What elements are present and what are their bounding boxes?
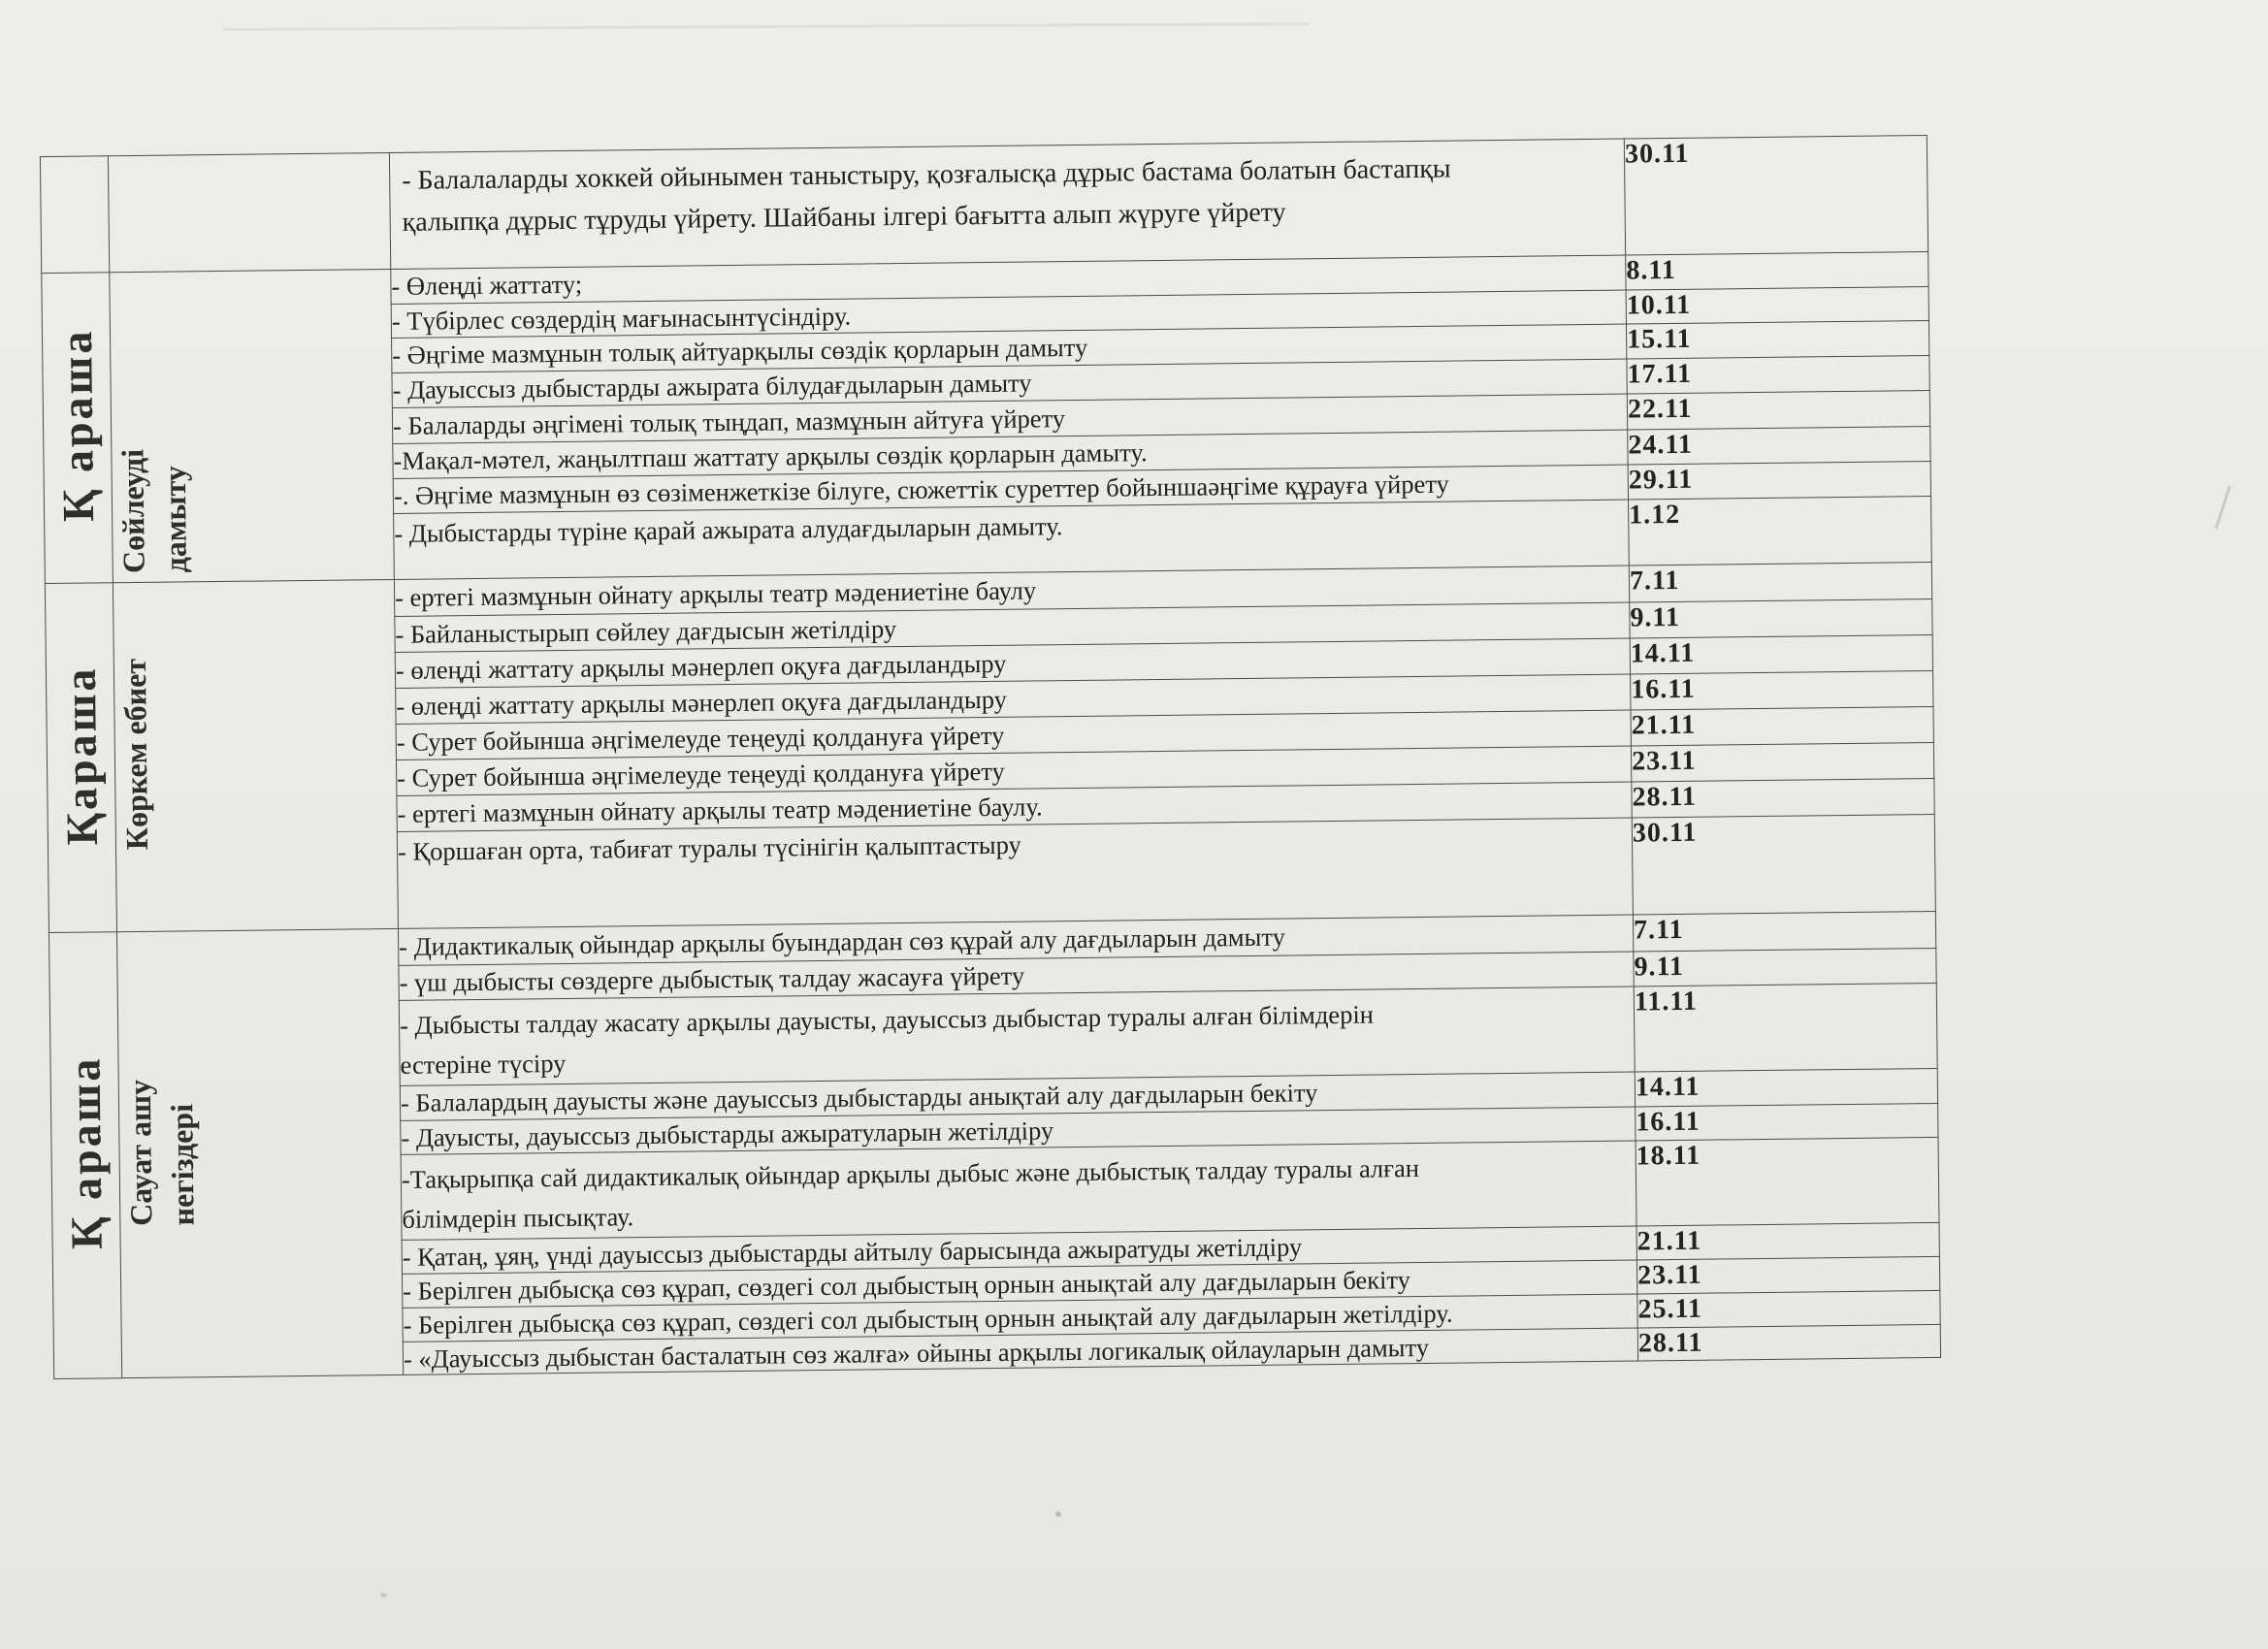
lesson-plan-sheet [40,135,1941,1379]
subject-cell-empty [108,152,390,272]
lesson-text-cell [401,1141,1636,1241]
lesson-text-cell: - Дыбыстарды түріне қарай ажырата алудағдыларын дамыту. [394,500,1630,579]
lesson-date-cell: 18.11 [1636,1138,1939,1227]
lesson-text-cell: - өлеңді жаттату арқылы мәнерлеп оқуға дағдыландыру [396,674,1631,724]
lesson-text-cell: - Балаларды әңгімені толық тыңдап, мазмұнын айтуға үйрету [392,394,1627,443]
lesson-date-cell: 17.11 [1627,355,1929,394]
subject-line: Сауат ашу [121,1079,159,1226]
lesson-date-cell: 14.11 [1635,1069,1937,1108]
lesson-date-cell: 8.11 [1626,252,1928,291]
lesson-date-cell: 23.11 [1631,742,1933,782]
subject-cell [116,928,403,1378]
lesson-date-cell: 15.11 [1626,320,1928,359]
lesson-text-cell: - Қоршаған орта, табиғат туралы түсінігін қалыптастыру [397,818,1633,928]
lesson-text-cell: - Дауыссыз дыбыстарды ажырата білудағдыларын дамыту [392,359,1627,407]
lesson-text-cell: - Байланыстырып сөйлеу дағдысын жетілдіру [395,602,1630,652]
lesson-date-cell: 10.11 [1626,286,1928,324]
lesson-date-cell: 24.11 [1628,426,1930,465]
lesson-text-cell: - өлеңді жаттату арқылы мәнерлеп оқуға дағдыландыру [395,638,1630,688]
lesson-date-cell: 1.12 [1629,496,1932,566]
month-cell [45,583,116,933]
subject-label [114,659,158,851]
lesson-text-cell: - ертегі мазмұнын ойнату арқылы театр мәдениетіне баулу [394,566,1629,616]
lesson-text: - Балалаларды хоккей ойынымен таныстыру, қозғалысқа дұрыс бастама болатын бастапқы қалыпқа дұрыс тұруды үйрету. Шайбаны ілгері бағытта алып жүруге үйрету [402,153,1451,239]
lesson-date-cell: 7.11 [1633,911,1935,952]
subject-label [112,448,197,573]
subject-line: Көркем ебиет [116,659,155,851]
lesson-date-cell: 22.11 [1627,390,1929,430]
month-cell [42,273,113,584]
subject-cell [110,269,395,582]
lesson-text-cell: - Берілген дыбысқа сөз құрап, сөздегі сол дыбыстың орнын анықтай алу дағдыларын жетілдіру. [403,1294,1637,1342]
lesson-text-cell: - Қатаң, ұяң, үнді дауыссыз дыбыстарды айтылу барысында ажыратуды жетілдіру [402,1226,1636,1274]
lesson-text-cell [399,986,1635,1086]
lesson-text-cell: - үш дыбысты сөздерге дыбыстық талдау жасауға үйрету [399,952,1634,1000]
lesson-date-cell: 21.11 [1636,1223,1939,1261]
lesson-text-cell: - ертегі мазмұнын ойнату арқылы театр мәдениетіне баулу. [397,782,1632,831]
lesson-text-cell: - Берілген дыбысқа сөз құрап, сөздегі сол дыбыстың орнын анықтай алу дағдыларын бекіту [403,1260,1637,1308]
lesson-text-cell: -. Әңгіме мазмұнын өз сөзіменжеткізе білуге, сюжеттік суреттер бойыншаәңгіме құрауға үйрету [393,465,1628,513]
scan-artifact [223,22,1310,31]
lesson-date-cell: 30.11 [1632,814,1935,915]
scan-artifact [2215,486,2231,530]
month-cell-empty [40,156,109,274]
lesson-text-cell: - Сурет бойынша әңгімелеуде теңеуді қолдануға үйрету [396,746,1631,795]
lesson-text-cell: - Сурет бойынша әңгімелеуде теңеуді қолдануға үйрету [396,710,1631,760]
lesson-date-cell: 23.11 [1636,1257,1939,1295]
lesson-date-cell: 30.11 [1624,136,1928,256]
lesson-date-cell: 9.11 [1630,598,1932,638]
lesson-date-cell: 29.11 [1628,461,1930,500]
lesson-text-cell: - Балалардың дауысты және дауыссыз дыбыстарды анықтай алу дағдыларын бекіту [400,1072,1635,1120]
lesson-text-cell: - Дидактикалық ойындар арқылы буындардан сөз құрай алу дағдыларын дамыту [398,915,1633,965]
lesson-date-cell: 28.11 [1637,1325,1940,1362]
lesson-text: - Дыбысты талдау жасату арқылы дауысты, дауыссыз дыбыстар туралы алған білімдерін естеріне түсіру [399,999,1375,1080]
lesson-date-cell: 14.11 [1630,634,1932,674]
lesson-date-cell: 21.11 [1631,706,1933,746]
month-label: Қараша [54,664,107,846]
month-label: Қ араша [59,1055,112,1250]
lesson-text-cell: - «Дауыссыз дыбыстан басталатын сөз жалға» ойыны арқылы логикалық ойлауларын дамыту [403,1328,1637,1374]
lesson-text-cell: - Өлеңді жаттату; [391,255,1626,304]
lesson-text-cell: - Әңгіме мазмұнын толық айтуарқылы сөздік қорларын дамыту [392,324,1627,372]
lesson-text-cell: -Мақал-мәтел, жаңылтпаш жаттату арқылы сөздік қорларын дамыту. [393,430,1628,478]
subject-label [119,1079,205,1226]
subject-line: негіздері [164,1103,201,1226]
scan-speck [380,1593,387,1598]
lesson-date-cell: 16.11 [1631,670,1933,710]
lesson-text: -Тақырыпқа сай дидактикалық ойындар арқылы дыбыс және дыбыстық талдау туралы алған білімдерін пысықтау. [401,1153,1420,1235]
lesson-plan-table [40,135,1941,1379]
lesson-text-cell: - Дауысты, дауыссыз дыбыстарды ажыратуларын жетілдіру [401,1107,1636,1154]
table-row [40,136,1928,274]
lesson-text-cell [389,139,1625,269]
month-label: Қ араша [50,328,104,523]
lesson-date-cell: 7.11 [1629,562,1931,602]
lesson-date-cell: 16.11 [1636,1104,1938,1142]
lesson-date-cell: 28.11 [1632,778,1934,818]
subject-cell [113,579,398,931]
subject-line: Сөйлеуді [114,448,151,574]
lesson-date-cell: 9.11 [1634,948,1936,986]
lesson-text-cell: - Түбірлес сөздердің мағынасынтүсіндіру. [391,290,1626,338]
month-cell [49,932,121,1379]
scan-speck [1055,1511,1061,1517]
lesson-date-cell: 11.11 [1634,983,1937,1072]
subject-line: дамыту [156,466,193,573]
lesson-date-cell: 25.11 [1637,1291,1940,1329]
